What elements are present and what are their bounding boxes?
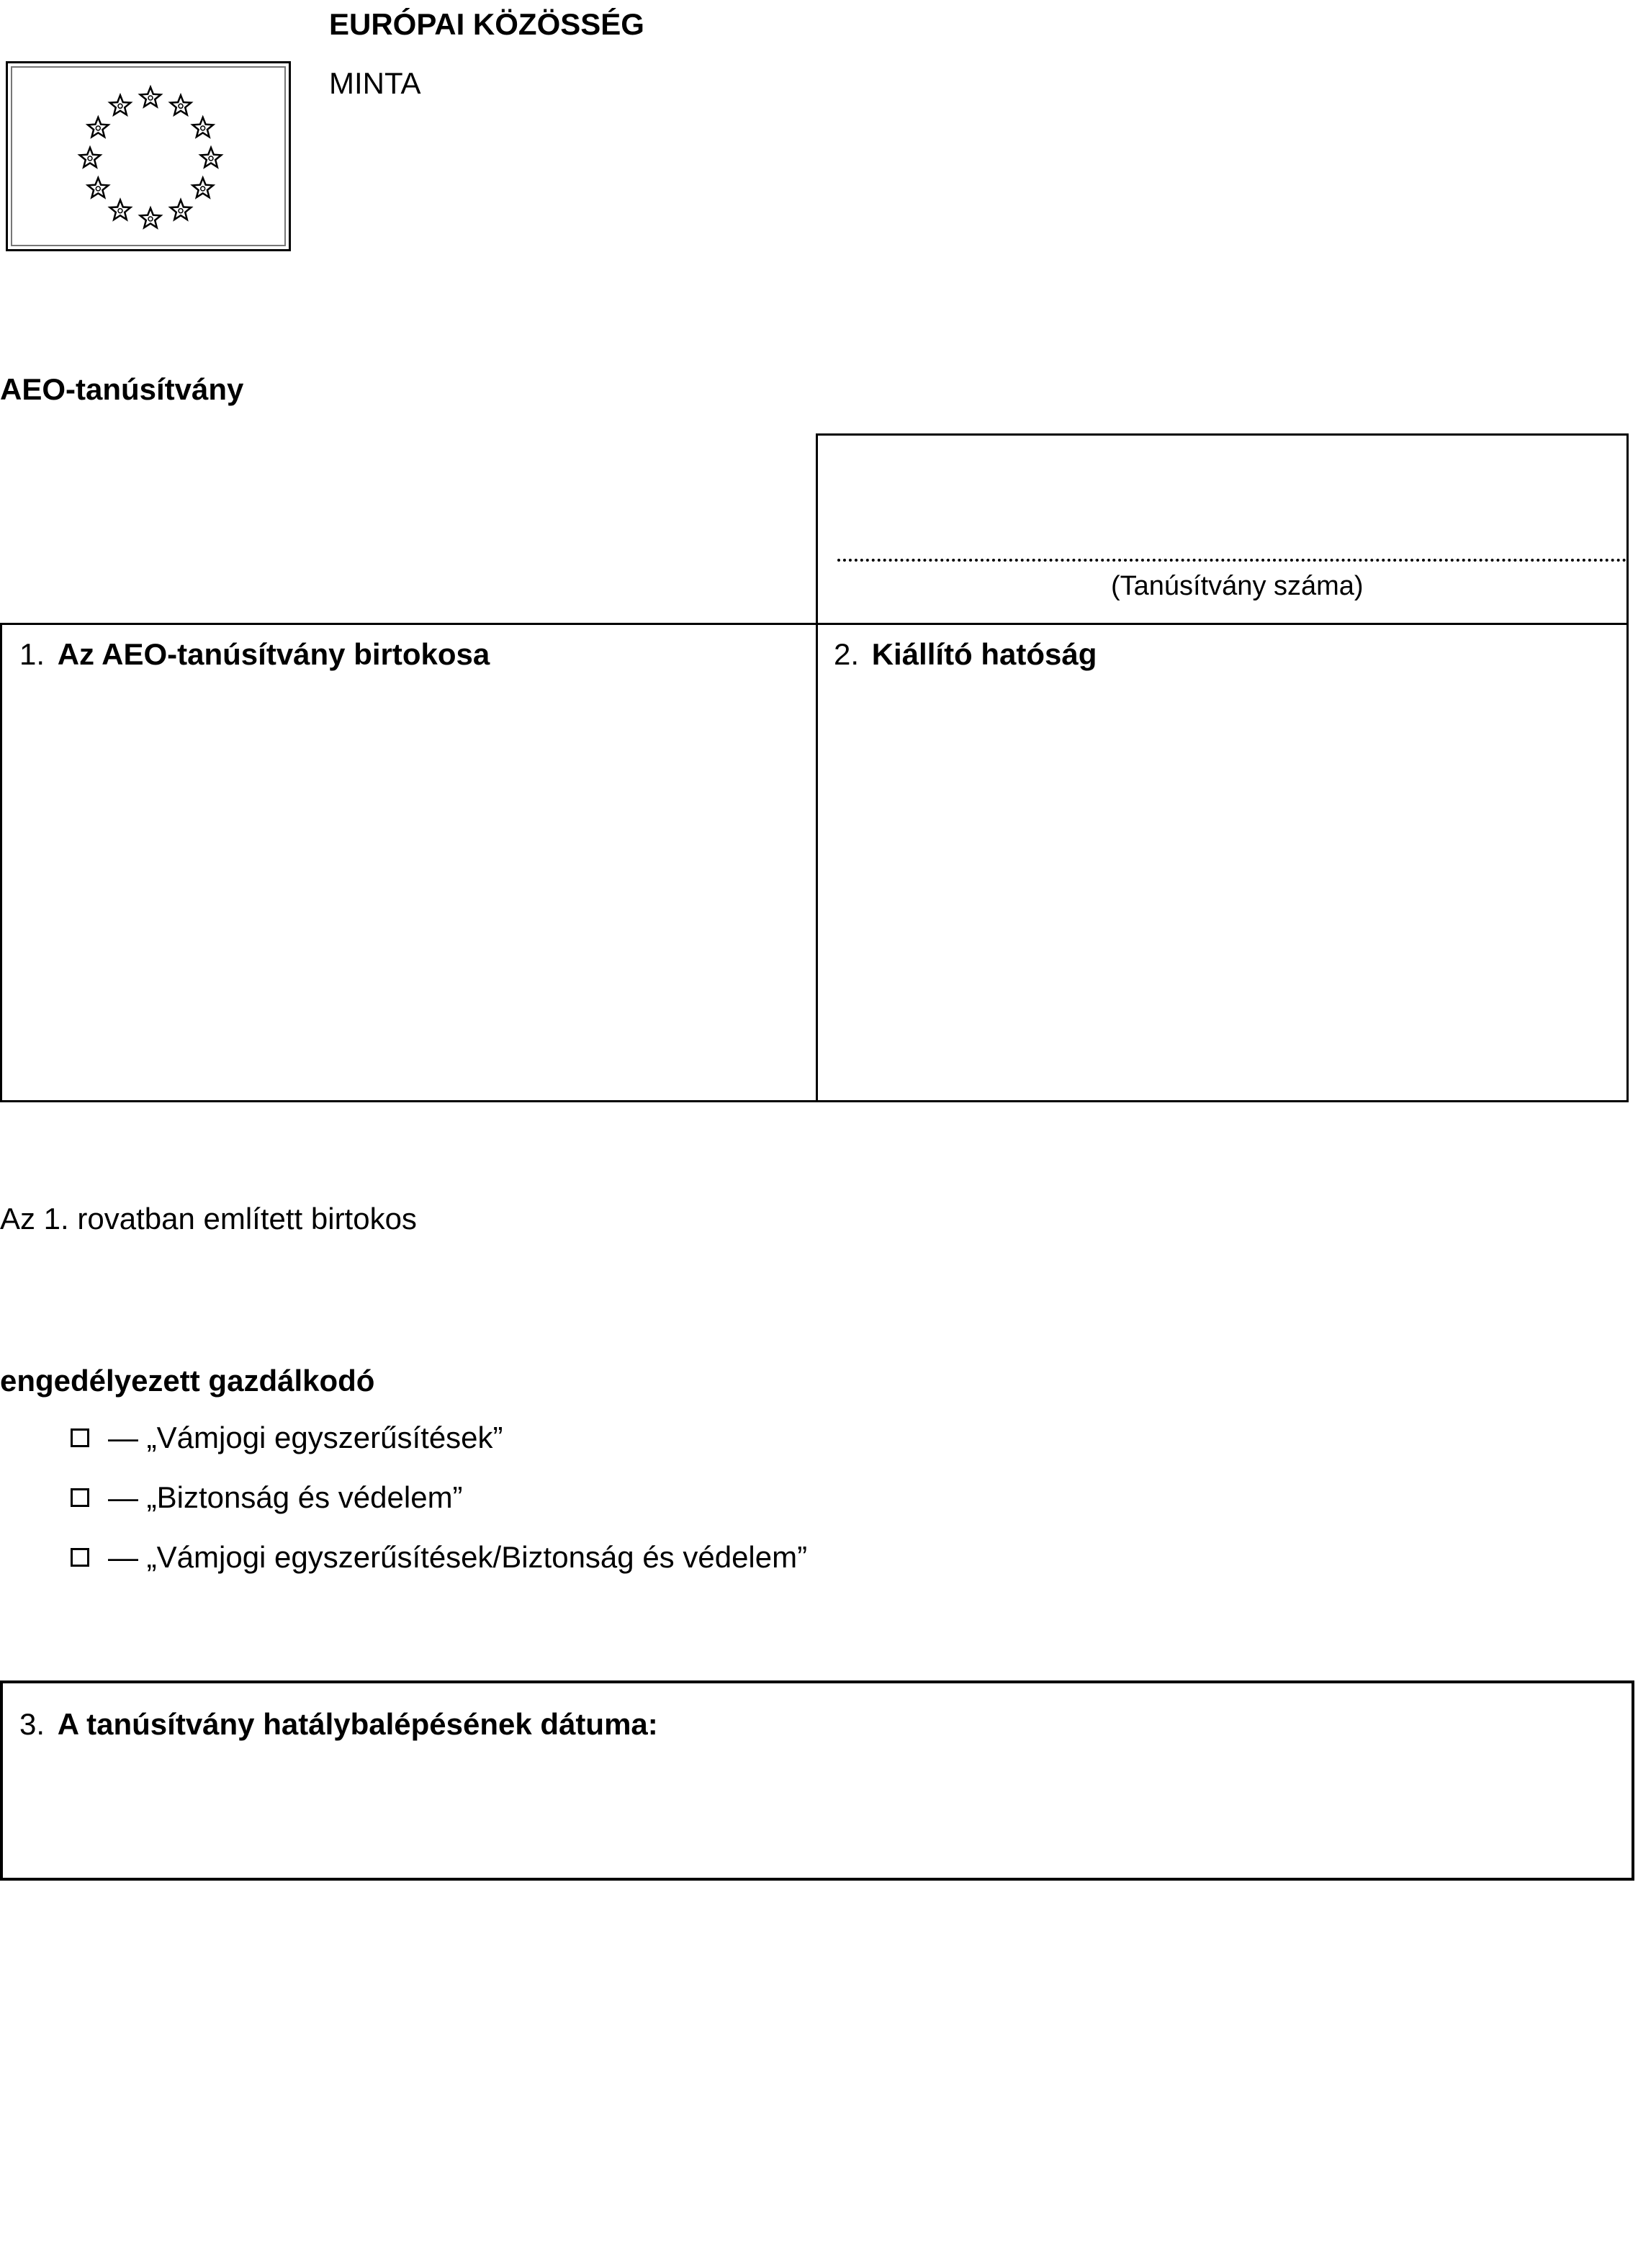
star-icon — [193, 117, 214, 137]
box2-number: 2. — [834, 637, 860, 671]
star-icon — [88, 178, 109, 197]
holder-box — [0, 623, 818, 1102]
certificate-number-label: (Tanúsítvány száma) — [1111, 571, 1364, 601]
eu-flag-stars — [8, 63, 293, 253]
box3-number: 3. — [19, 1707, 45, 1741]
header-title: EURÓPAI KÖZÖSSÉG — [329, 7, 644, 41]
holder-text: Az 1. rovatban említett birtokos — [0, 1202, 417, 1236]
eu-flag-icon — [6, 61, 291, 251]
document-title: AEO-tanúsítvány — [0, 372, 244, 406]
star-icon — [110, 200, 131, 220]
star-icon — [140, 208, 161, 228]
checkbox-customs-and-security[interactable] — [71, 1548, 89, 1567]
box1-heading — [19, 637, 490, 672]
star-icon — [171, 200, 192, 220]
box1-label: Az AEO-tanúsítvány birtokosa — [57, 637, 490, 671]
star-icon — [80, 148, 101, 167]
star-icon — [201, 148, 222, 167]
star-icon — [110, 95, 131, 114]
star-icon — [193, 178, 214, 197]
operator-heading: engedélyezett gazdálkodó — [0, 1364, 375, 1398]
star-icon — [171, 95, 192, 114]
star-icon — [88, 117, 109, 137]
certificate-number-dotted-line — [837, 559, 1626, 562]
box3-label: A tanúsítvány hatálybalépésének dátuma: — [57, 1707, 658, 1741]
option-customs-simplifications: — „Vámjogi egyszerűsítések” — [108, 1421, 503, 1454]
checkbox-security-safety[interactable] — [71, 1488, 89, 1507]
checkbox-customs-simplifications[interactable] — [71, 1428, 89, 1447]
box2-heading — [834, 637, 1097, 672]
option-security-safety: — „Biztonság és védelem” — [108, 1480, 463, 1514]
header-subtitle: MINTA — [329, 66, 421, 100]
box2-label: Kiállító hatóság — [871, 637, 1097, 671]
box3-heading — [19, 1707, 658, 1742]
box1-number: 1. — [19, 637, 45, 671]
issuing-authority-box — [816, 623, 1629, 1102]
option-customs-and-security: — „Vámjogi egyszerűsítések/Biztonság és védelem” — [108, 1540, 808, 1574]
star-icon — [140, 87, 161, 107]
